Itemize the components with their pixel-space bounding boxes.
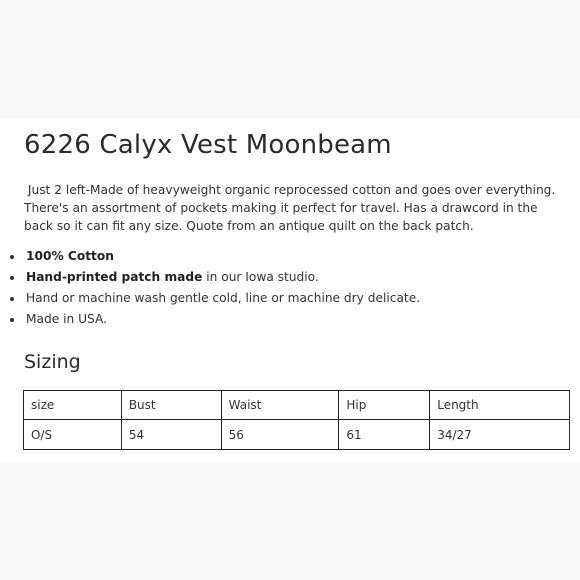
product-title: 6226 Calyx Vest Moonbeam [24, 130, 392, 160]
cell-size: O/S [24, 420, 122, 450]
sizing-heading: Sizing [24, 351, 81, 373]
top-background-band [0, 0, 580, 118]
feature-item [24, 246, 420, 267]
header-cell-length: Length [430, 391, 570, 420]
header-cell-bust: Bust [121, 391, 221, 420]
cell-length: 34/27 [430, 420, 570, 450]
product-content [0, 118, 580, 462]
feature-bold: Hand-printed patch made [26, 270, 203, 284]
sizing-table [23, 390, 570, 450]
feature-bold: 100% Cotton [26, 249, 114, 263]
feature-item [24, 267, 420, 288]
feature-text: Made in USA. [26, 312, 107, 326]
cell-hip: 61 [339, 420, 430, 450]
feature-list [8, 246, 420, 330]
feature-item [24, 309, 420, 330]
product-description: Just 2 left-Made of heavyweight organic reprocessed cotton and goes over everything. There's an assortment of pockets making it perfect for travel. Has a drawcord in the back so it can fit any size. Quote from an antique quilt on the back patch. [24, 183, 560, 233]
header-cell-waist: Waist [221, 391, 339, 420]
sizing-header-row [24, 391, 570, 420]
feature-text: in our Iowa studio. [202, 270, 319, 284]
bottom-background-band [0, 462, 580, 580]
feature-text: Hand or machine wash gentle cold, line or machine dry delicate. [26, 291, 421, 305]
header-cell-size: size [24, 391, 122, 420]
cell-waist: 56 [221, 420, 339, 450]
header-cell-hip: Hip [339, 391, 430, 420]
table-row [24, 420, 570, 450]
cell-bust: 54 [121, 420, 221, 450]
feature-item [24, 288, 420, 309]
